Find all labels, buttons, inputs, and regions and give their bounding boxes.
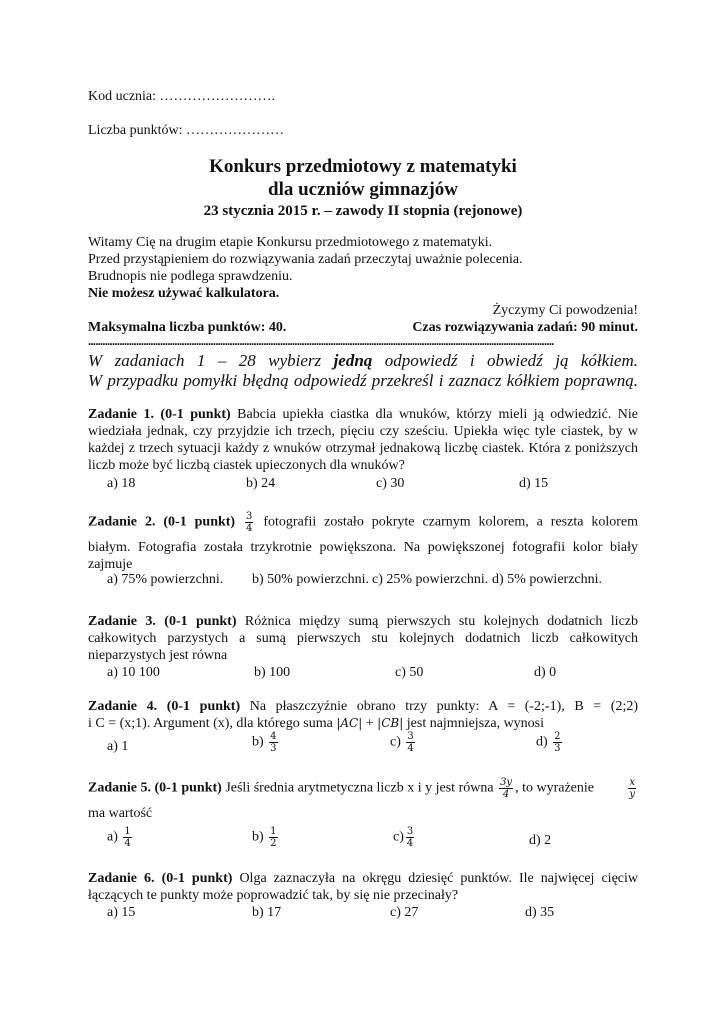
instructions xyxy=(88,351,638,391)
task-6-text: Olga zaznaczyła na okręgu dziesięć punktów. Ile najwięcej cięciw łączących te punkty może poprowadzić tak, by się nie przecinały? xyxy=(88,871,638,903)
task-6 xyxy=(88,870,638,904)
task-2-label: Zadanie 2. (0-1 punkt) xyxy=(88,514,236,530)
task-1-option-b[interactable]: b) 24 xyxy=(246,476,276,491)
task-1-label: Zadanie 1. (0-1 punkt) xyxy=(88,407,231,422)
task-1-option-c[interactable]: c) 30 xyxy=(376,476,405,491)
page-title: Konkurs przedmiotowy z matematyki xyxy=(209,156,517,177)
task-6-option-d[interactable]: d) 35 xyxy=(525,905,555,920)
task-6-option-c[interactable]: c) 27 xyxy=(390,905,419,920)
task-4-text-1: Na płaszczyźnie obrano trzy punkty: A = (-2;-1), B = (2;2) xyxy=(240,699,638,714)
intro-line-1: Witamy Cię na drugim etapie Konkursu przedmiotowego z matematyki. xyxy=(88,235,493,250)
task-5-option-c[interactable]: c) $\frac{3}{4}$ xyxy=(393,826,414,849)
task-6-option-b[interactable]: b) 17 xyxy=(252,905,282,920)
task-5-fraction-1: $\frac{3y}{4}$ xyxy=(500,777,513,800)
task-4-option-d[interactable]: d) $\frac{2}{3}$ xyxy=(536,731,561,754)
instruction-line-2: W przypadku pomyłki błędną odpowiedź przekreśl i zaznacz kółkiem poprawną. xyxy=(88,371,638,390)
calculator-note: Nie możesz używać kalkulatora. xyxy=(88,286,280,301)
task-4-line-2: i C = (x;1). Argument (x), dla którego suma |AC| + |CB| jest najmniejsza, wynosi xyxy=(88,716,545,731)
task-1 xyxy=(88,406,638,474)
task-3-option-a[interactable]: a) 10 100 xyxy=(107,665,160,680)
good-luck-wish: Życzymy Ci powodzenia! xyxy=(492,303,638,318)
task-5-option-d[interactable]: d) 2 xyxy=(529,833,552,848)
max-points: Maksymalna liczba punktów: 40. xyxy=(88,320,287,335)
task-3 xyxy=(88,613,638,664)
task-5-fraction-2: $\frac{x}{y}$ xyxy=(629,777,635,800)
task-2-option-c[interactable]: c) 25% powierzchni. xyxy=(372,572,489,587)
task-6-label: Zadanie 6. (0-1 punkt) xyxy=(88,871,233,886)
instruction-line-1: W zadaniach 1 – 28 wybierz jedną odpowiedź i obwiedź ją kółkiem. xyxy=(88,351,638,370)
task-2-line-1 xyxy=(88,511,638,534)
time-limit: Czas rozwiązywania zadań: 90 minut. xyxy=(412,320,638,335)
points-field: Liczba punktów: ………………… xyxy=(88,123,284,138)
task-5-option-b[interactable]: b) $\frac{1}{2}$ xyxy=(252,826,277,849)
separator: .................................................................................................................................................................................................. xyxy=(88,336,554,346)
task-2-text-2: białym. Fotografia została trzykrotnie powiększona. Na powiększonej fotografii kolor biały zajmuje xyxy=(88,540,638,572)
task-4-math-ac: |AC| xyxy=(336,716,363,730)
task-4-line-1 xyxy=(88,698,638,715)
task-6-option-a[interactable]: a) 15 xyxy=(107,905,136,920)
intro-line-3: Brudnopis nie podlega sprawdzeniu. xyxy=(88,269,293,284)
task-4-option-b[interactable]: b) $\frac{4}{3}$ xyxy=(252,731,277,754)
task-2-option-a[interactable]: a) 75% powierzchni. xyxy=(107,572,224,587)
task-5-text-3: ma wartość xyxy=(88,806,153,821)
task-5-option-a[interactable]: a) $\frac{1}{4}$ xyxy=(107,826,131,849)
task-3-option-c[interactable]: c) 50 xyxy=(395,665,424,680)
task-4-option-a[interactable]: a) 1 xyxy=(107,739,129,754)
task-4-label: Zadanie 4. (0-1 punkt) xyxy=(88,699,241,714)
student-code-field: Kod ucznia: ……………………. xyxy=(88,89,276,104)
exam-date: 23 stycznia 2015 r. – zawody II stopnia (rejonowe) xyxy=(203,203,523,219)
task-1-text: Babcia upiekła ciastka dla wnuków, którzy mieli ją odwiedzić. Nie wiedziała jednak, czy przyjdzie ich trzech, pięciu czy sześciu. Upiekła więc tyle ciastek, by w każdej z trzech sytuacji każdy z wnuków otrzymał jednakową liczbę ciastek. Która z poniższych liczb może być liczbą ciastek upieczonych dla wnuków? xyxy=(88,407,639,473)
task-3-option-d[interactable]: d) 0 xyxy=(534,665,557,680)
task-5-line-1: Zadanie 5. (0-1 punkt) Jeśli średnia arytmetyczna liczb x i y jest równa $\frac{3y}{4}$ , to wyrażenie $\frac{x}{y}$ xyxy=(88,777,635,800)
task-3-option-b[interactable]: b) 100 xyxy=(254,665,291,680)
task-3-label: Zadanie 3. (0-1 punkt) xyxy=(88,614,237,629)
task-1-option-a[interactable]: a) 18 xyxy=(107,476,136,491)
task-1-option-d[interactable]: d) 15 xyxy=(519,476,549,491)
task-4-option-c[interactable]: c) $\frac{3}{4}$ xyxy=(390,731,414,754)
task-2-fraction: $\frac{3}{4}$ xyxy=(246,511,253,534)
task-4-math-cb: |CB| xyxy=(377,716,404,730)
task-2-option-d[interactable]: d) 5% powierzchni. xyxy=(492,572,603,587)
task-2-option-b[interactable]: b) 50% powierzchni. xyxy=(252,572,370,587)
task-5-label: Zadanie 5. (0-1 punkt) xyxy=(88,780,222,796)
intro-line-2: Przed przystąpieniem do rozwiązywania zadań przeczytaj uważnie polecenia. xyxy=(88,252,523,267)
task-2-text-1: fotografii zostało pokryte czarnym kolorem, a reszta kolorem xyxy=(263,514,639,530)
task-3-text: Różnica między sumą pierwszych stu kolejnych dodatnich liczb całkowitych parzystych a sumą pierwszych stu kolejnych dodatnich liczb całkowitych nieparzystych jest równa xyxy=(88,614,638,663)
page-subtitle: dla uczniów gimnazjów xyxy=(268,179,458,200)
